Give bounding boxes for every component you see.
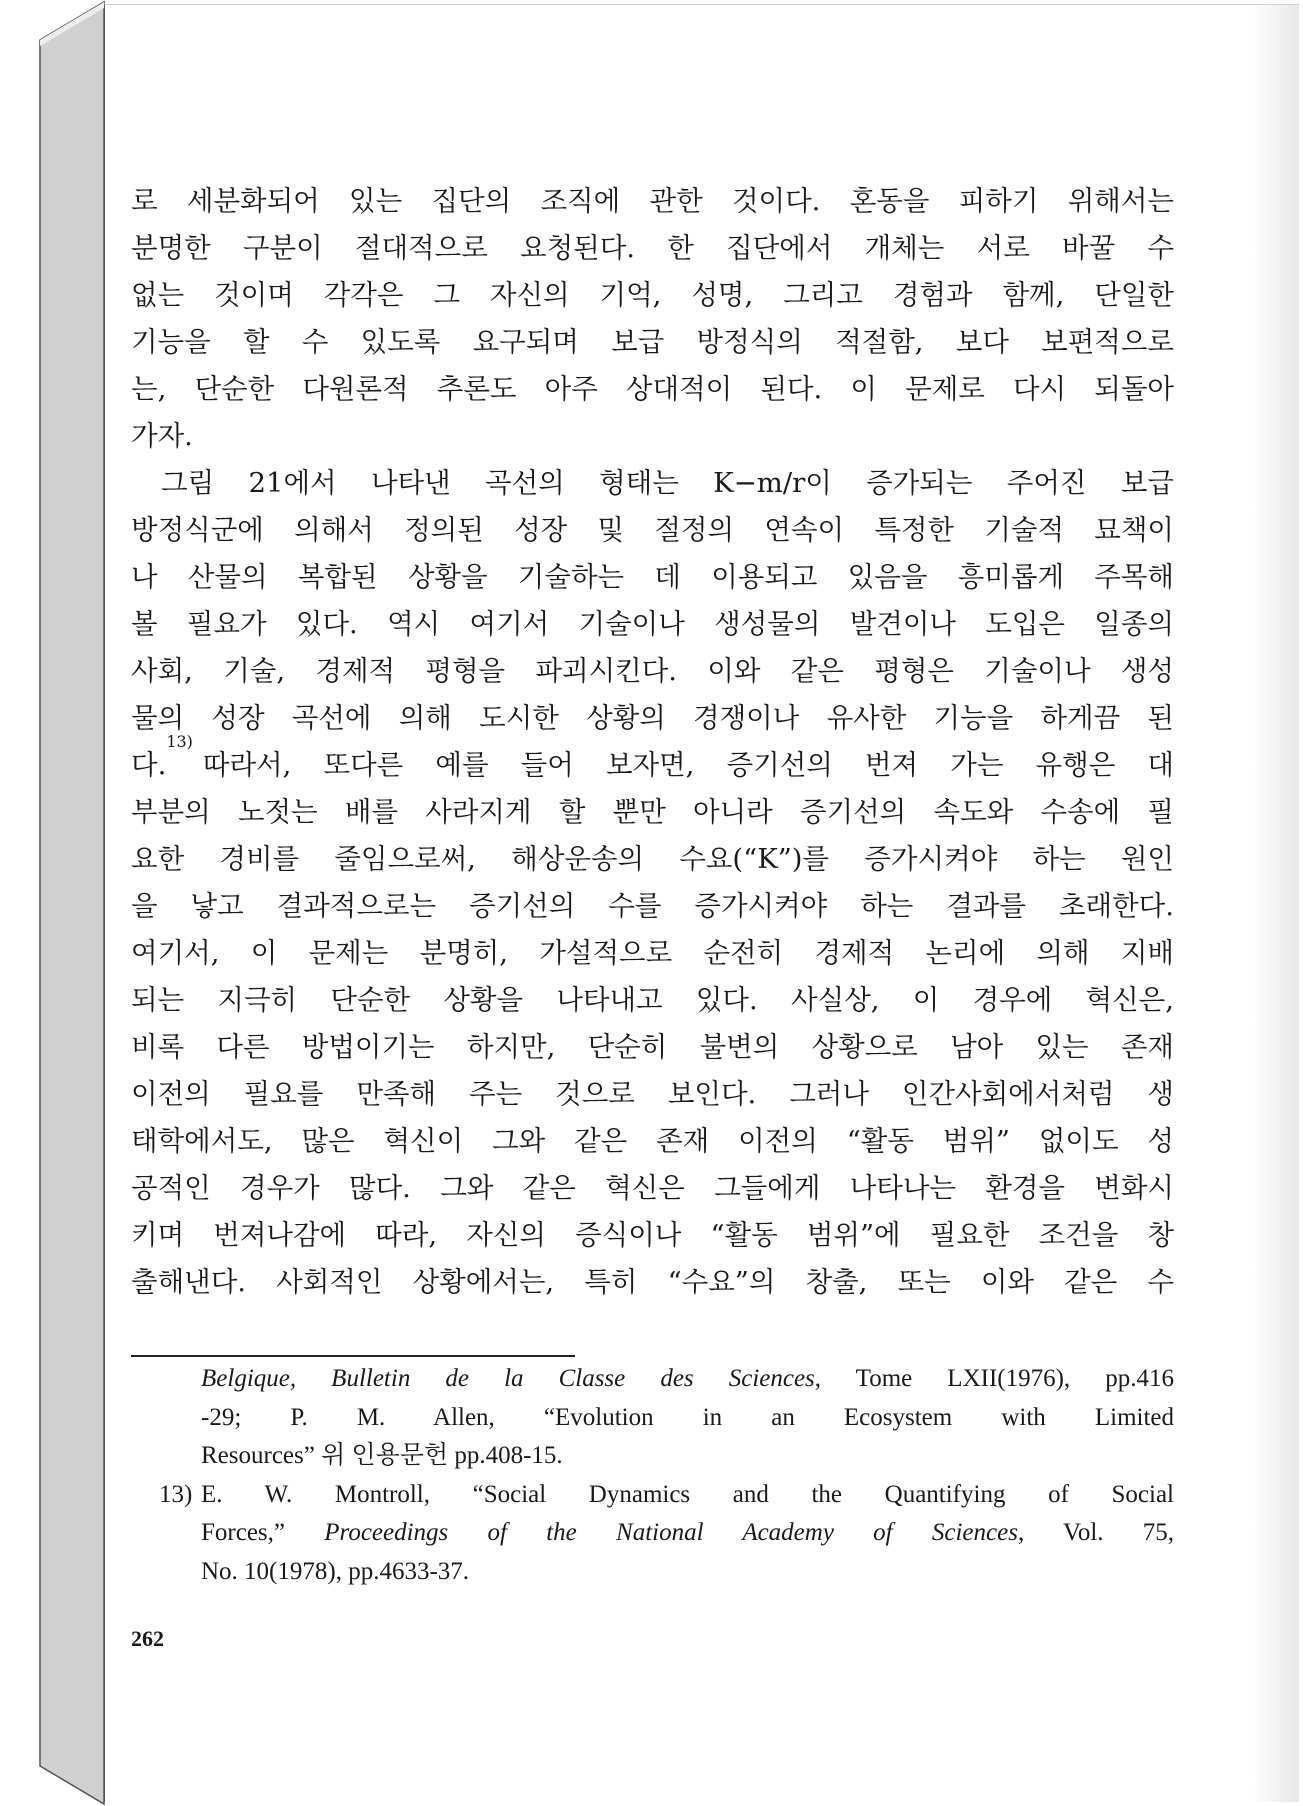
text-line: 그림 21에서 나타낸 곡선의 형태는 K−m/r이 증가되는 주어진 보급 (161, 467, 1174, 499)
footnote-line: No. 10(1978), pp.4633-37. (201, 1557, 470, 1585)
footnote-13 (131, 1476, 1174, 1515)
text-line: 요한 경비를 줄임으로써, 해상운송의 수요(“K”)를 증가시켜야 하는 원인 (131, 843, 1174, 875)
text-line: 사회, 기술, 경제적 평형을 파괴시킨다. 이와 같은 평형은 기술이나 생성 (131, 655, 1174, 687)
footnote-line (131, 1514, 1174, 1553)
body-text (131, 178, 1174, 1306)
citation-detail: , Tome LXII(1976), pp.416 (814, 1365, 1175, 1392)
text-line-with-footnote-ref (131, 732, 1174, 789)
text-line: 출해낸다. 사회적인 상황에서는, 특히 “수요”의 창출, 또는 이와 같은 수 (131, 1266, 1174, 1298)
text-line: 볼 필요가 있다. 역시 여기서 기술이나 생성물의 발견이나 도입은 일종의 (131, 608, 1174, 640)
text-line: 부분의 노젓는 배를 사라지게 할 뿐만 아니라 증기선의 속도와 수송에 필 (131, 796, 1174, 828)
text-line: 비록 다른 방법이기는 하지만, 단순히 불변의 상황으로 남아 있는 존재 (131, 1031, 1174, 1063)
text-line: 없는 것이며 각각은 그 자신의 기억, 성명, 그리고 경험과 함께, 단일한 (131, 279, 1174, 311)
footnote-continuation-line: Resources” 위 인용문헌 pp.408-15. (201, 1442, 563, 1469)
footnote-continuation-line (131, 1360, 1174, 1399)
journal-title: Belgique, Bulletin de la Classe des Sciences (201, 1365, 815, 1392)
footnote-continuation-line: -29; P. M. Allen, “Evolution in an Ecosystem with Limited (201, 1403, 1174, 1431)
footnote-divider (131, 1355, 575, 1357)
text-line: 분명한 구분이 절대적으로 요청된다. 한 집단에서 개체는 서로 바꿀 수 (131, 232, 1174, 264)
footnote-text: , Vol. 75, (1017, 1519, 1175, 1546)
text-line: 가자. (131, 420, 193, 452)
footnote-text: Forces,” (201, 1519, 325, 1546)
text-line: 물의 성장 곡선에 의해 도시한 상황의 경쟁이나 유사한 기능을 하게끔 된 (131, 702, 1175, 734)
text-line: 공적인 경우가 많다. 그와 같은 혁신은 그들에게 나타나는 환경을 변화시 (131, 1172, 1174, 1204)
text-line: 이전의 필요를 만족해 주는 것으로 보인다. 그러나 인간사회에서처럼 생 (131, 1078, 1174, 1110)
text-line: 기능을 할 수 있도록 요구되며 보급 방정식의 적절함, 보다 보편적으로 (131, 326, 1174, 358)
journal-title: Proceedings of the National Academy of Sciences (324, 1519, 1018, 1546)
line-prefix: 다. (131, 749, 167, 781)
text-line: 여기서, 이 문제는 분명히, 가설적으로 순전히 경제적 논리에 의해 지배 (131, 937, 1174, 969)
footnote-label: 13) (159, 1480, 193, 1508)
text-line: 되는 지극히 단순한 상황을 나타내고 있다. 사실상, 이 경우에 혁신은, (131, 984, 1174, 1016)
footnote-line: E. W. Montroll, “Social Dynamics and the Quantifying of Social (201, 1480, 1174, 1508)
text-line: 는, 단순한 다원론적 추론도 아주 상대적이 된다. 이 문제로 다시 되돌아 (131, 373, 1174, 405)
text-line: 을 낳고 결과적으로는 증기선의 수를 증가시켜야 하는 결과를 초래한다. (131, 890, 1174, 922)
footnotes (131, 1360, 1174, 1591)
page-number: 262 (131, 1626, 164, 1651)
page-edge-shadow (1253, 5, 1299, 1802)
text-line: 나 산물의 복합된 상황을 기술하는 데 이용되고 있음을 흥미롭게 주목해 (131, 561, 1174, 593)
footnote-ref-13: 13) (166, 732, 193, 751)
text-line: 태학에서도, 많은 혁신이 그와 같은 존재 이전의 “활동 범위” 없이도 성 (131, 1125, 1174, 1157)
book-spine (40, 0, 106, 1806)
line-rest: 따라서, 또다른 예를 들어 보자면, 증기선의 번져 가는 유행은 대 (202, 749, 1174, 781)
text-line: 키며 번져나감에 따라, 자신의 증식이나 “활동 범위”에 필요한 조건을 창 (131, 1219, 1174, 1251)
text-line: 로 세분화되어 있는 집단의 조직에 관한 것이다. 혼동을 피하기 위해서는 (131, 185, 1174, 217)
text-line: 방정식군에 의해서 정의된 성장 및 절정의 연속이 특정한 기술적 묘책이 (131, 514, 1174, 546)
